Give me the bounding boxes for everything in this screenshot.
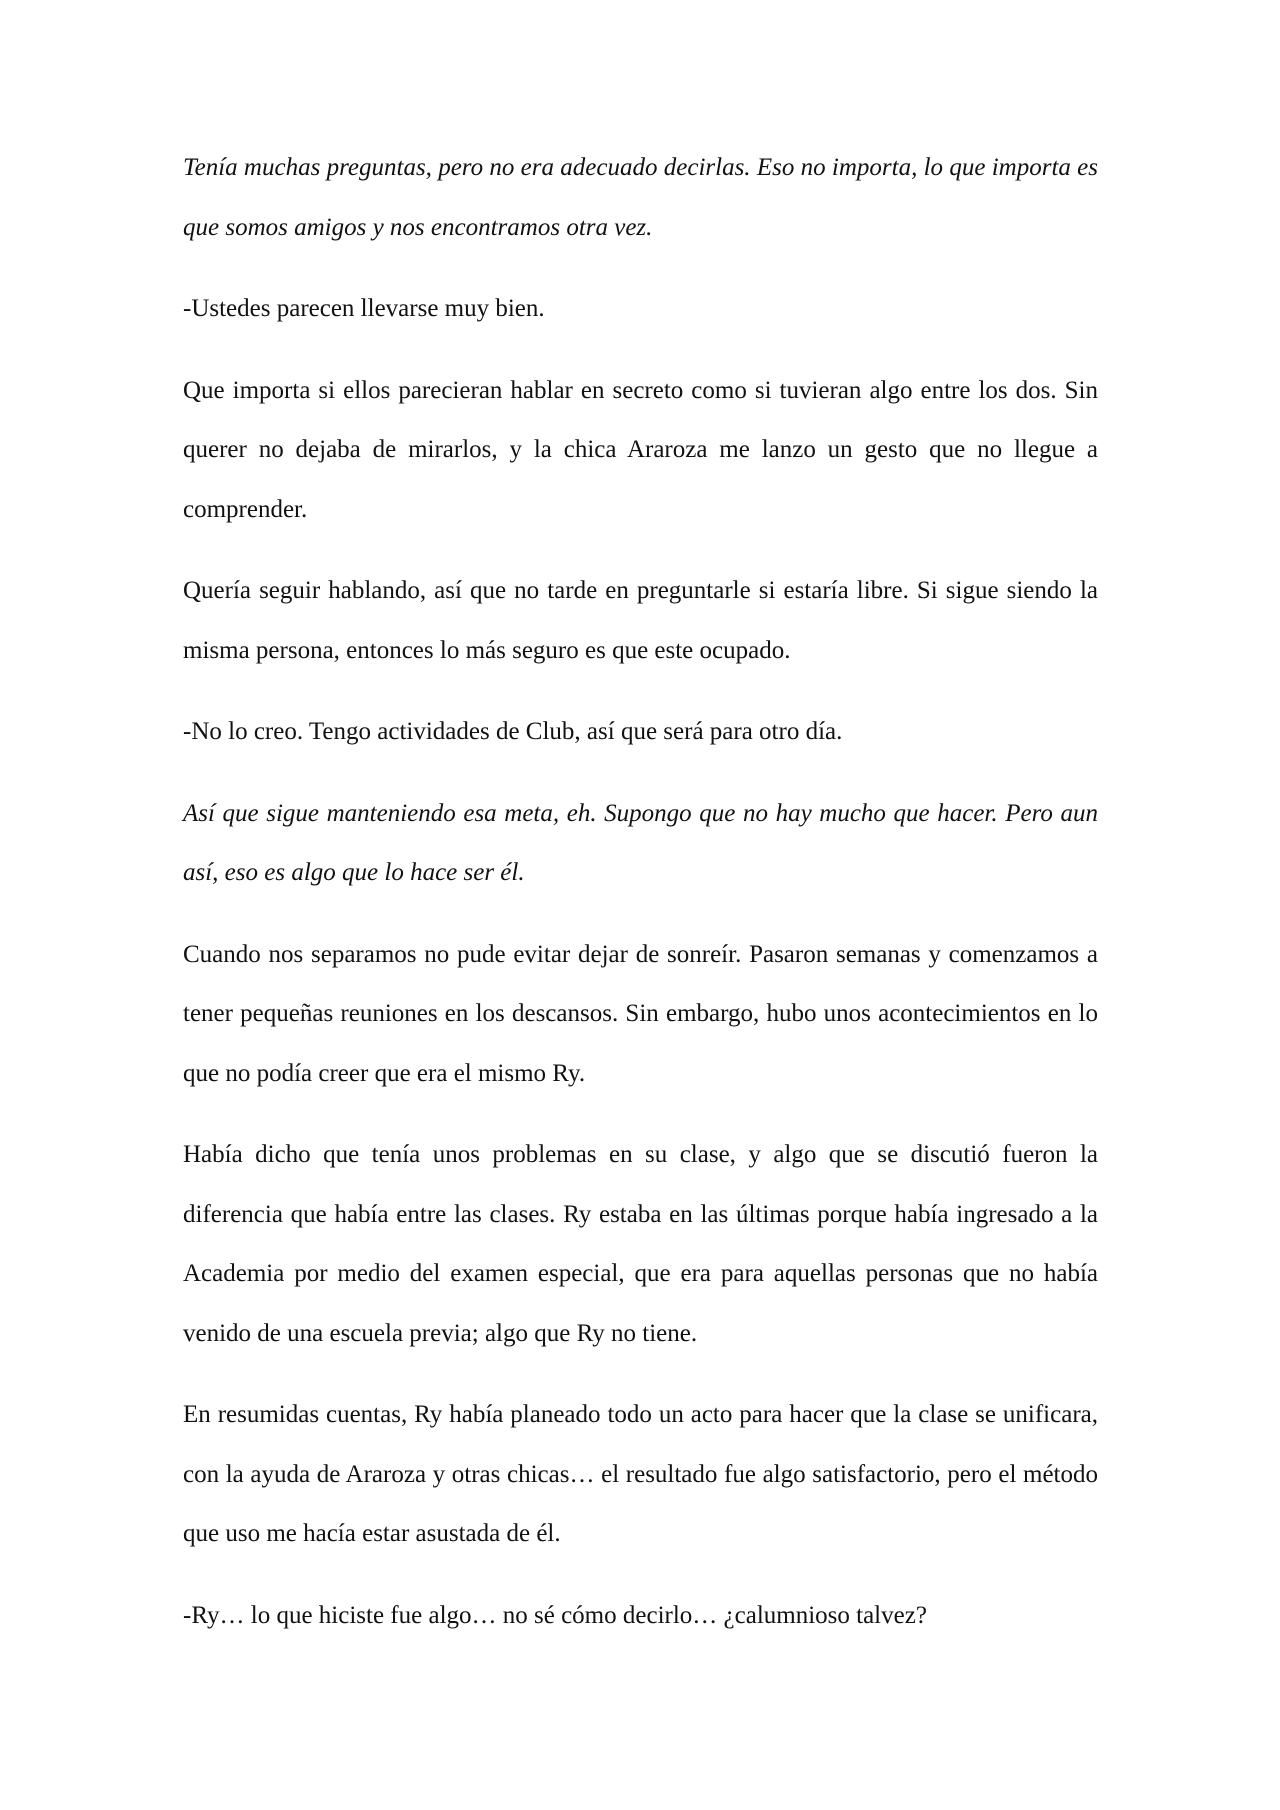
paragraph-8: Había dicho que tenía unos problemas en su clase, y algo que se discutió fueron la diferencia que había entre las clases. Ry estaba en las últimas porque había ingresado a la Academia por medio del examen especial, que era para aquellas personas que no había venido de una escuela previa; algo que Ry no tiene. xyxy=(183,1141,1098,1347)
document-body xyxy=(183,138,1098,1667)
paragraph-9: En resumidas cuentas, Ry había planeado todo un acto para hacer que la clase se unificara, con la ayuda de Araroza y otras chicas… el resultado fue algo satisfactorio, pero el método que uso me hacía estar asustada de él. xyxy=(183,1401,1098,1547)
paragraph-3: Que importa si ellos parecieran hablar en secreto como si tuvieran algo entre los dos. Sin querer no dejaba de mirarlos, y la chica Araroza me lanzo un gesto que no llegue a comprender. xyxy=(183,376,1098,523)
paragraph-7: Cuando nos separamos no pude evitar dejar de sonreír. Pasaron semanas y comenzamos a tener pequeñas reuniones en los descansos. Sin embargo, hubo unos acontecimientos en lo que no podía creer que era el mismo Ry. xyxy=(183,940,1098,1087)
paragraph-1: Tenía muchas preguntas, pero no era adecuado decirlas. Eso no importa, lo que importa es que somos amigos y nos encontramos otra vez. xyxy=(183,154,1098,241)
paragraph-10: -Ry… lo que hiciste fue algo… no sé cómo decirlo… ¿calumnioso talvez? xyxy=(183,1601,927,1629)
paragraph-5: -No lo creo. Tengo actividades de Club, así que será para otro día. xyxy=(183,718,843,745)
paragraph-4: Quería seguir hablando, así que no tarde en preguntarle si estaría libre. Si sigue siendo la misma persona, entonces lo más seguro es que este ocupado. xyxy=(183,577,1098,664)
paragraph-6: Así que sigue manteniendo esa meta, eh. Supongo que no hay mucho que hacer. Pero aun así, eso es algo que lo hace ser él. xyxy=(183,799,1098,886)
paragraph-2: -Ustedes parecen llevarse muy bien. xyxy=(183,295,545,322)
